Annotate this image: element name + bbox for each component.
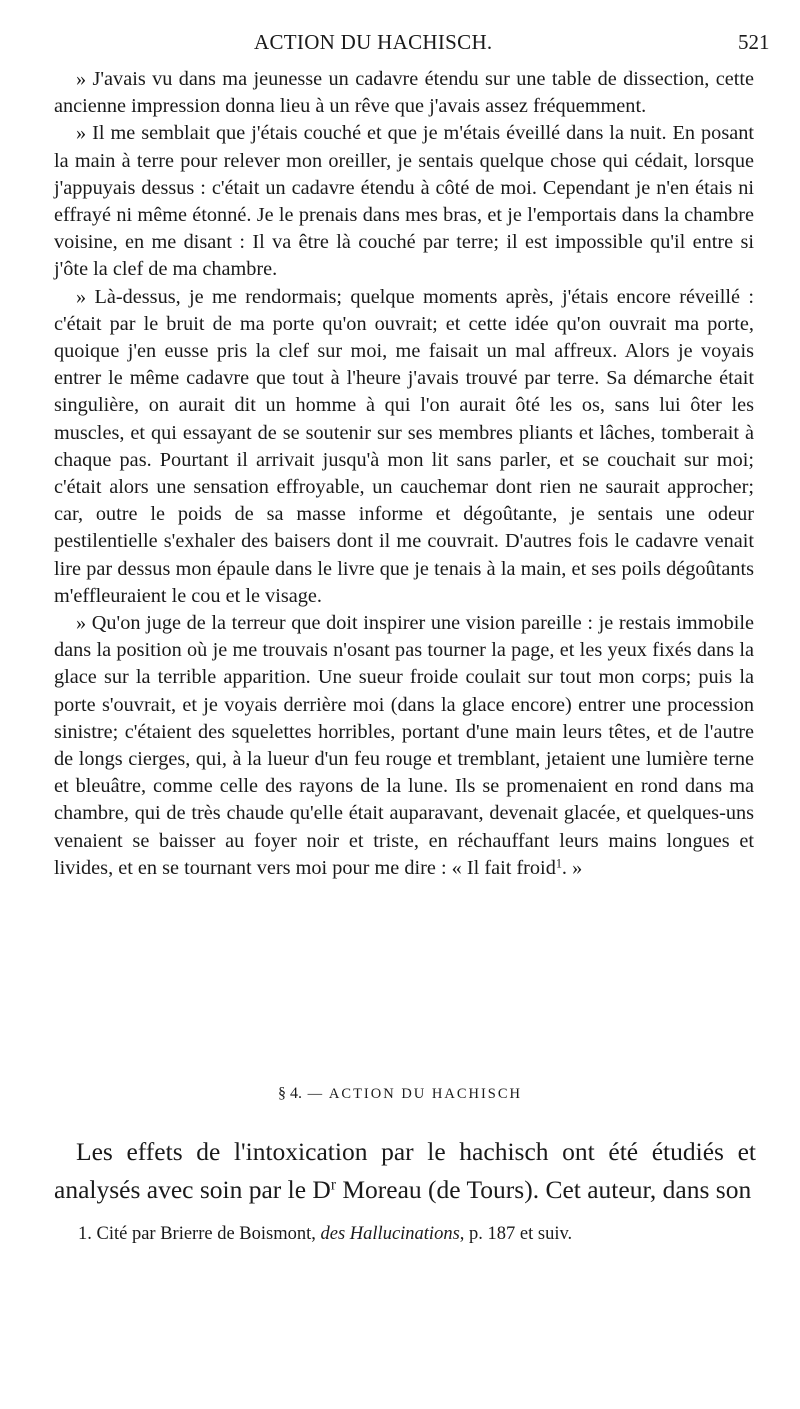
running-title: ACTION DU HACHISCH.	[254, 30, 493, 54]
intro-text-end: Moreau (de Tours). Cet auteur, dans son	[335, 1175, 752, 1204]
paragraph: » J'avais vu dans ma jeunesse un cadavre étendu sur une table de dissection, cette ancienne impression donna lieu à un rêve que j'avais assez fréquemment.	[54, 68, 754, 118]
paragraph	[54, 610, 754, 882]
body-text	[54, 66, 754, 882]
footnote-number: 1.	[78, 1224, 92, 1244]
closing-quote: . »	[561, 856, 583, 879]
footnote	[78, 1222, 758, 1246]
section-title: ACTION DU HACHISCH	[328, 1086, 523, 1102]
section-dash: —	[307, 1086, 325, 1102]
footnote-marker[interactable]: 1	[555, 856, 562, 871]
paragraph: » Là-dessus, je me rendormais; quelque moments après, j'étais encore réveillé : c'était par le bruit de ma porte qu'on ouvrait; et cette idée qu'on ouvrait ma porte, quoique j'en eusse pris la clef sur moi, me faisait un mal affreux. Alors je voyais entrer le même cadavre que tout à l'heure j'avais trouvé par terre. Sa démarche était singulière, on aurait dit un homme à qui l'on aurait ôté les os, sans lui ôter les muscles, et qui essayant de se soutenir sur ses membres pliants et lâches, tomberait à chaque pas. Pourtant il arrivait jusqu'à mon lit sans parler, et se couchait sur moi; c'était alors une sensation effroyable, un cauchemar dont rien ne saurait approcher; car, outre le poids de sa masse informe et dégoûtante, je sentais une odeur pestilentielle s'exhaler des baisers dont il me couvrait. D'autres fois le cadavre venait lire par dessus mon épaule dans le livre que je tenais à la main, et ses poils dégoûtants m'effleuraient le cou et le visage.	[54, 285, 754, 607]
paragraph: » Il me semblait que j'étais couché et que je m'étais éveillé dans la nuit. En posant la main à terre pour relever mon oreiller, je sentais quelque chose qui cédait, lorsque j'appuyais dessus : c'était un cadavre étendu à côté de moi. Cependant je n'en étais ni effrayé ni même étonné. Je le prenais dans mes bras, et je l'emportais dans la chambre voisine, en me disant : Il va être là couché par terre; il est impossible qu'il entre si j'ôte la clef de ma chambre.	[54, 122, 754, 281]
running-head	[0, 30, 800, 60]
paragraph-text: » Qu'on juge de la terreur que doit inspirer une vision pareille : je restais immobile dans la position où je me trouvais n'osant pas tourner la page, et les yeux fixés dans la glace sur la terrible apparition. Une sueur froide coulait sur tout mon corps; puis la porte s'ouvrait, et je voyais derrière moi (dans la glace encore) entrer une procession sinistre; c'étaient des squelettes horribles, portant d'une main leurs têtes, et de l'autre de longs cierges, qui, à la lueur d'un feu rouge et tremblant, jetaient une lumière terne et bleuâtre, comme celle des rayons de la lune. Ils se promenaient en rond dans ma chambre, qui de très chaude qu'elle était auparavant, devenait glacée, et quelques-uns venaient se baisser au foyer noir et triste, en réchauffant leurs mains longues et livides, et en se tournant vers moi pour me dire : « Il fait froid	[54, 612, 754, 879]
section-number: § 4.	[277, 1085, 302, 1102]
intro-paragraph	[54, 1133, 756, 1209]
section-heading	[0, 1085, 800, 1103]
footnote-reference: , p. 187 et suiv.	[459, 1224, 573, 1244]
footnote-text: Cité par Brierre de Boismont,	[96, 1224, 321, 1244]
section-intro	[54, 1133, 756, 1209]
page-number: 521	[738, 30, 770, 54]
footnote-book-title: des Hallucinations	[320, 1224, 460, 1244]
intro-text-start: Les effets de l'intoxication par le hachisch ont été étudiés et analysés avec soin par le D	[54, 1137, 756, 1204]
doctor-abbrev-superscript: r	[330, 1176, 336, 1194]
